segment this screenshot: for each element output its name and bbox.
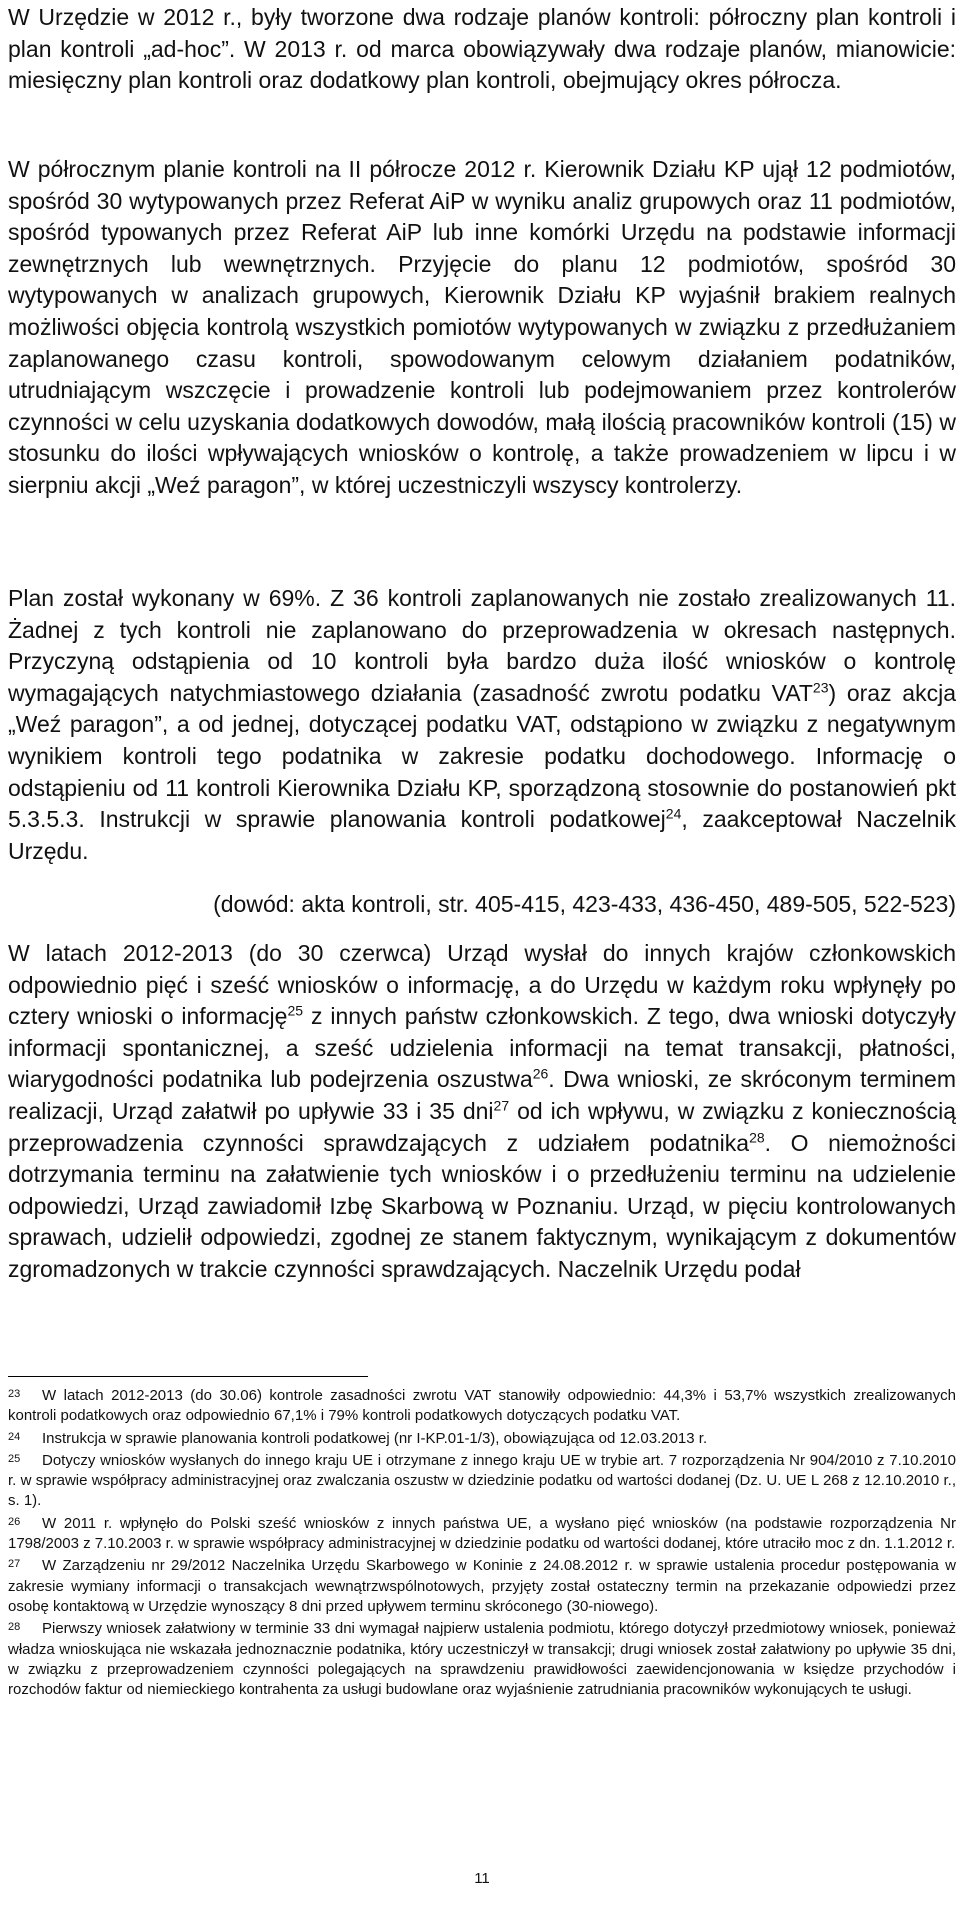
text-run: od ich wpływu, w związku z koniecznością przeprowadzenia czynności sprawdzających z udziałem podatnika [8, 1097, 956, 1156]
paragraph-text: W półrocznym planie kontroli na II półrocze 2012 r. Kierownik Działu KP ujął 12 podmiotów, spośród 30 wytypowanych przez Referat AiP w wyniku analiz grupowych oraz 11 podmiotów, spośród typowanych przez Referat AiP lub inne komórki Urzędu na podstawie informacji zewnętrznych lub wewnętrznych. Przyjęcie do planu 12 podmiotów, spośród 30 wytypowanych w analizach grupowych, Kierownik Działu KP wyjaśnił brakiem realnych możliwości objęcia kontrolą wszystkich pomiotów wytypowanych w związku z przedłużaniem zaplanowanego czasu kontroli, spowodowanym celowym działaniem podatników, utrudniającym wszczęcie i prowadzenie kontroli lub podejmowaniem przez kontrolerów czynności w celu uzyskania dodatkowych dowodów, małą ilością pracowników kontroli (15) w stosunku do ilości wpływających wniosków o kontrolę, a także prowadzeniem w lipcu i w sierpniu akcji „Weź paragon”, w której uczestniczyli wszyscy kontrolerzy. [8, 156, 956, 498]
footnote-text: W 2011 r. wpłynęło do Polski sześć wniosków z innych państwa UE, a wysłano pięć wniosków (na podstawie rozporządzenia Nr 1798/2003 z 7.10.2003 r. w sprawie współpracy administracyjnej w dziedzinie podatku od wartości dodanej, które utraciło moc z dn. 1.1.2012 r. [8, 1514, 956, 1553]
footnote-number: 28 [8, 1621, 21, 1634]
footnote-27 [8, 1556, 956, 1617]
paragraph-text [8, 583, 956, 867]
footnote-text: Instrukcja w sprawie planowania kontroli podatkowej (nr I-KP.01-1/3), obowiązująca od 12.03.2013 r. [42, 1429, 708, 1447]
text-run: . O niemożności dotrzymania terminu na załatwienie tych wniosków i o przedłużeniu terminu na udzielenie odpowiedzi, Urząd zawiadomił Izbę Skarbową w Poznaniu. Urząd, w pięciu kontrolowanych sprawach, udzielił odpowiedzi, zgodnej ze stanem faktycznym, wynikającym z dokumentów zgromadzonych w trakcie czynności sprawdzających. Naczelnik Urzędu podał [8, 1129, 956, 1282]
footnote-number: 25 [8, 1452, 21, 1465]
footnote-number: 26 [8, 1515, 21, 1528]
footnote-ref-25[interactable]: 25 [287, 1002, 304, 1019]
text-run: ) oraz akcja „Weź paragon”, a od jednej, dotyczącej podatku VAT, odstąpiono w związku z negatywnym wynikiem kontroli tego podatnika w zakresie podatku dochodowego. Informację o odstąpieniu od 11 kontroli Kierownika Działu KP, sporządzoną stosownie do postanowień pkt 5.3.5.3. Instrukcji w sprawie planowania kontroli podatkowej [8, 679, 956, 833]
footnote-ref-28[interactable]: 28 [749, 1128, 765, 1145]
footnote-24 [8, 1429, 956, 1449]
footnotes [8, 1386, 956, 1702]
footnote-text: W latach 2012-2013 (do 30.06) kontrole zasadności zwrotu VAT stanowiły odpowiednio: 44,3% i 53,7% wszystkich zrealizowanych kontroli podatkowych oraz odpowiednio 67,1% i 79% kontroli podatkowych dotyczących podatku VAT. [8, 1387, 956, 1425]
footnote-number: 23 [8, 1388, 21, 1400]
text-run: . Dwa wnioski, ze skróconym terminem realizacji, Urząd załatwił po upływie 33 i 35 dni [8, 1066, 956, 1124]
evidence-reference: (dowód: akta kontroli, str. 405-415, 423-433, 436-450, 489-505, 522-523) [213, 891, 956, 917]
footnote-number: 24 [8, 1430, 21, 1443]
paragraph-control-plans [8, 2, 956, 97]
footnote-ref-23[interactable]: 23 [812, 679, 829, 696]
paragraph-text [8, 938, 956, 1286]
footnote-23 [8, 1386, 956, 1427]
footnote-text: Dotyczy wniosków wysłanych do innego kraju UE i otrzymane z innego kraju UE w trybie art. 7 rozporządzenia Nr 904/2010 z 7.10.2010 r. w sprawie współpracy administracyjnej oraz zwalczania oszustw w dziedzinie podatku od wartości dodanej (Dz. U. UE L 268 z 12.10.2010 r., s. 1). [8, 1451, 956, 1510]
footnote-25 [8, 1451, 956, 1512]
footnote-text: Pierwszy wniosek załatwiony w terminie 33 dni wymagał najpierw ustalenia podmiotu, którego dotyczył przedmiotowy wniosek, ponieważ władza wnioskująca nie wskazała jednoznacznie podatnika, który uczestniczył w transakcji; drugi wniosek został załatwiony po upływie 35 dni, w związku z przeprowadzeniem czynności polegających na sprawdzeniu prawidłowości zaewidencjonowania w księdze przychodów i rozchodów faktur od niemieckiego kontrahenta za usługi budowlane oraz wyjaśnienie zatrudniania pracowników wykonujących te usługi. [8, 1620, 956, 1699]
text-run: Plan został wykonany w 69%. Z 36 kontroli zaplanowanych nie zostało zrealizowanych 11. Żadnej z tych kontroli nie zaplanowano do przeprowadzenia w okresach następnych. Przyczyną odstąpienia od 10 kontroli była bardzo duża ilość wniosków o kontrolę wymagających natychmiastowego działania (zasadność zwrotu podatku VAT [8, 585, 956, 706]
text-run: z innych państw członkowskich. Z tego, dwa wnioski dotyczyły informacji spontanicznej, a sześć udzielenia informacji na temat transakcji, płatności, wiarygodności podatnika lub podejrzenia oszustwa [8, 1003, 957, 1093]
paragraph-half-year-plan [8, 154, 956, 502]
footnote-ref-24[interactable]: 24 [665, 805, 682, 822]
footnote-number: 27 [8, 1558, 21, 1571]
footnote-ref-26[interactable]: 26 [532, 1065, 549, 1082]
footnote-divider [8, 1376, 368, 1377]
text-run: , zaakceptował Naczelnik Urzędu. [8, 806, 957, 864]
paragraph-text: W Urzędzie w 2012 r., były tworzone dwa rodzaje planów kontroli: półroczny plan kontroli i plan kontroli „ad-hoc”. W 2013 r. od marca obowiązywały dwa rodzaje planów, mianowicie: miesięczny plan kontroli oraz dodatkowy plan kontroli, obejmujący okres półrocza. [8, 4, 956, 94]
footnote-26 [8, 1514, 956, 1555]
footnote-text: W Zarządzeniu nr 29/2012 Naczelnika Urzędu Skarbowego w Koninie z 24.08.2012 r. w sprawie ustalenia procedur postępowania w zakresie wymiany informacji o transakcjach wewnątrzwspólnotowych, przyjęty został ostateczny termin na przekazanie odpowiedzi przez osobę kontaktową w Urzędzie wynoszący 8 dni przed upływem terminu skróconego (30-niowego). [8, 1557, 956, 1615]
text-run: W latach 2012-2013 (do 30 czerwca) Urząd wysłał do innych krajów członkowskich odpowiednio pięć i sześć wniosków o informację, a do Urzędu w każdym roku wpłynęły po cztery wnioski o informację [8, 940, 956, 1030]
document-page [8, 0, 956, 1910]
footnote-28 [8, 1619, 956, 1700]
paragraph-plan-execution [8, 583, 956, 867]
paragraph-information-requests [8, 938, 956, 1286]
page-number: 11 [474, 1870, 490, 1887]
footnote-ref-27[interactable]: 27 [493, 1097, 510, 1114]
